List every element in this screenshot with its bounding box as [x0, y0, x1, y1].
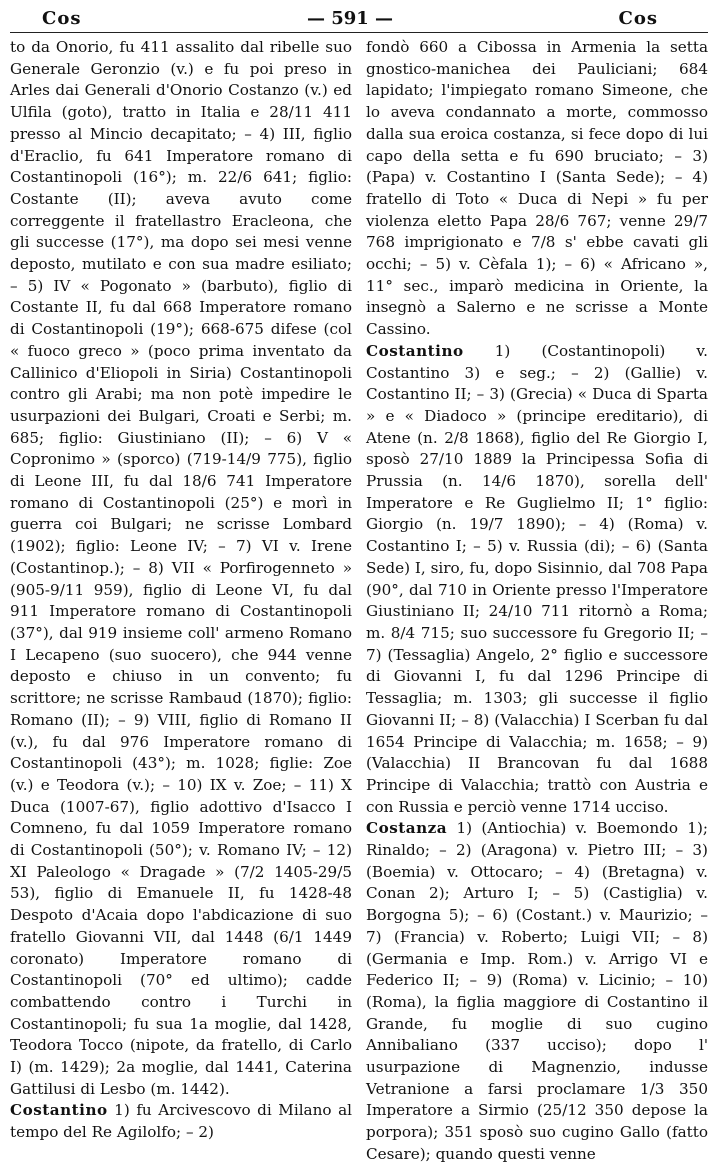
entry-continuation: fondò 660 a Cibossa in Armenia la setta gnostico-manichea dei Pauliciani; 684 lapidato; l'impiegato romano Simeone, che lo aveva condannato a morte, commosso dalla sua eroica costanza, si fece dopo di lui capo della setta e fu 690 bruciato; – 3) (Papa) v. Costantino I (Santa Sede); – 4) fratello di Toto « Duca di Nepi » fu per violenza eletto Papa 28/6 767; venne 29/7 768 imprigionato e 7/8 s' ebbe cavati gli occhi; – 5) v. Cèfala 1); – 6) « Africano », 11° sec., imparò medicina in Oriente, la insegnò a Salerno e ne scrisse a Monte Cassino.	[366, 38, 708, 339]
headword: Costantino	[10, 1101, 108, 1120]
entry-costantino	[366, 341, 708, 818]
entry-text: 1) (Costantinopoli) v. Costantino 3) e seg.; – 2) (Gallie) v. Costantino II; – 3) (Grecia) « Duca di Sparta » e « Diadoco » (principe ereditario), di Atene (n. 2/8 1868), figlio del Re Giorgio I, sposò 27/10 1889 la Principessa Sofia di Prussia (n. 14/6 1870), sorella dell' Imperatore e Re Guglielmo II; 1° figlio: Giorgio (n. 19/7 1890); – 4) (Roma) v. Costantino I; – 5) v. Russia (di); – 6) (Santa Sede) I, siro, fu, dopo Sisinnio, dal 708 Papa (90°, dal 710 in Oriente presso l'Imperatore Giustiniano II; 24/10 711 ritornò a Roma; m. 8/4 715; suo successore fu Gregorio II; – 7) (Tessaglia) Angelo, 2° figlio e successore di Giovanni I, fu dal 1296 Principe di Tessaglia; m. 1303; gli successe il figlio Giovanni II; – 8) (Valacchia) I Scerban fu dal 1654 Principe di Valacchia; m. 1658; – 9) (Valacchia) II Brancovan fu dal 1688 Principe di Valacchia; trattò con Austria e con Russia e perciò venne 1714 ucciso.	[366, 341, 708, 816]
headword: Costantino	[366, 341, 464, 360]
header-left-keyword: Cos	[42, 7, 82, 29]
entry-text: 1) fu Arcivescovo di Milano al tempo del Re Agilolfo; – 2)	[10, 1101, 352, 1142]
page-number: — 591 —	[306, 7, 394, 29]
entry-costanza	[366, 818, 708, 1165]
left-column	[10, 37, 352, 1166]
text-columns	[10, 37, 708, 1166]
entry-continuation: to da Onorio, fu 411 assalito dal ribelle suo Generale Geronzio (v.) e fu poi preso in Arles dai Generali d'Onorio Costanzo (v.) ed Ulfila (goto), tratto in Italia e 28/11 411 presso al Mincio decapitato; – 4) III, figlio d'Eraclio, fu 641 Imperatore romano di Costantinopoli (16°); m. 22/6 641; figlio: Costante (II); aveva avuto come correggente il fratellastro Eracleona, che gli successe (17°), ma dopo sei mesi venne deposto, mutilato e con sua madre esiliato; – 5) IV « Pogonato » (barbuto), figlio di Costante II, fu dal 668 Imperatore romano di Costantinopoli (19°); 668-675 difese (col « fuoco greco » (poco prima inventato da Callinico d'Eliopoli in Siria) Costantinopoli contro gli Arabi; ma non potè impedire le usurpazioni dei Bulgari, Croati e Serbi; m. 685; figlio: Giustiniano (II); – 6) V « Copronimo » (sporco) (719-14/9 775), figlio di Leone III, fu dal 18/6 741 Imperatore romano di Costantinopoli (25°) e morì in guerra coi Bulgari; ne scrisse Lombard (1902); figlio: Leone IV; – 7) VI v. Irene (Costantinop.); – 8) VII « Porfirogenneto » (905-9/11 959), figlio di Leone VI, fu dal 911 Imperatore romano di Costantinopoli (37°), dal 919 insieme coll' armeno Romano I Lecapeno (suo suocero), che 944 venne deposto e chiuso in un convento; fu scrittore; ne scrisse Rambaud (1870); figlio: Romano (II); – 9) VIII, figlio di Romano II (v.), fu dal 976 Imperatore romano di Costantinopoli (43°); m. 1028; figlie: Zoe (v.) e Teodora (v.); – 10) IX v. Zoe; – 11) X Duca (1007-67), figlio adottivo d'Isacco I Comneno, fu dal 1059 Imperatore romano di Costantinopoli (50°); v. Romano IV; – 12) XI Paleologo « Dragade » (7/2 1405-29/5 53), figlio di Emanuele II, fu 1428-48 Despoto d'Acaia dopo l'abdicazione di suo fratello Giovanni VII, dal 1448 (6/1 1449 coronato) Imperatore romano di Costantinopoli (70° ed ultimo); cadde combattendo contro i Turchi in Costantinopoli; fu sua 1a moglie, dal 1428, Teodora Tocco (nipote, da fratello, di Carlo I) (m. 1429); 2a moglie, dal 1441, Caterina Gattilusi di Lesbo (m. 1442).	[10, 38, 352, 1098]
headword: Costanza	[366, 819, 448, 838]
page-header	[10, 4, 708, 33]
entry-text: 1) (Antiochia) v. Boemondo 1); Rinaldo; – 2) (Aragona) v. Pietro III; – 3) (Boemia) v. Ottocaro; – 4) (Bretagna) v. Conan 2); Arturo I; – 5) (Castiglia) v. Borgogna 5); – 6) (Costant.) v. Maurizio; – 7) (Francia) v. Roberto; Luigi VII; – 8) (Germania e Imp. Rom.) v. Arrigo VI e Federico II; – 9) (Roma) v. Licinio; – 10) (Roma), la figlia maggiore di Costantino il Grande, fu moglie di suo cugino Annibaliano (337 ucciso); dopo l' usurpazione di Magnenzio, indusse Vetranione a farsi proclamare 1/3 350 Imperatore a Sirmio (25/12 350 depose la porpora); 351 sposò suo cugino Gallo (fatto Cesare); quando questi venne	[366, 819, 708, 1163]
entry-costantino-arcivescovo	[10, 1100, 352, 1143]
header-right-keyword: Cos	[618, 7, 658, 29]
right-column	[366, 37, 708, 1166]
